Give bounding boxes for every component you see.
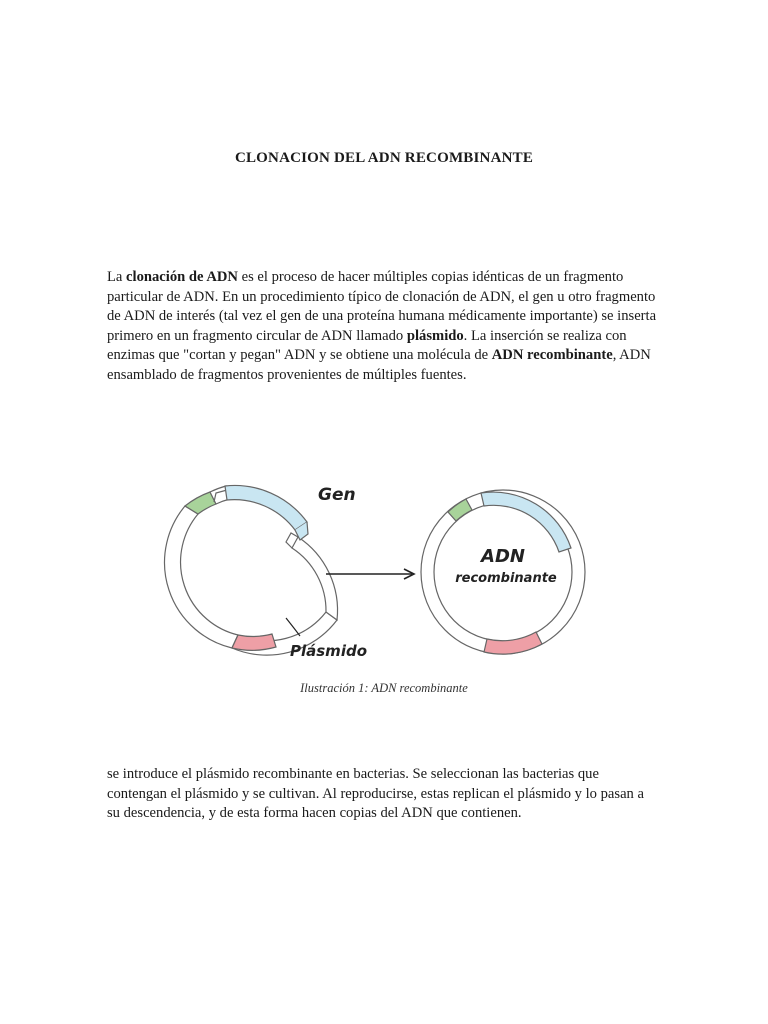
gene-fragment bbox=[225, 485, 307, 530]
text-run: . La inserción se realiza con enzimas que "cortan y pegan" ADN y se obtiene una molécula de bbox=[107, 327, 627, 364]
plasmid-ring-left bbox=[165, 506, 238, 648]
plasmid-label: Plásmido bbox=[290, 642, 367, 660]
arrow-icon bbox=[326, 569, 414, 579]
gen-label: Gen bbox=[318, 485, 356, 505]
plasmid-pointer bbox=[286, 618, 300, 636]
intro-paragraph bbox=[107, 268, 657, 386]
recombinant-gene-segment bbox=[481, 492, 571, 552]
text-run: , ADN ensamblado de fragmentos provenientes de múltiples fuentes. bbox=[107, 347, 651, 383]
recombinant-pink-segment bbox=[484, 632, 542, 654]
plasmid-ring-right bbox=[292, 537, 338, 620]
bold-term: plásmido bbox=[406, 327, 464, 344]
bold-term: ADN recombinante bbox=[491, 347, 613, 364]
result-label-line2: recombinante bbox=[455, 571, 557, 586]
result-label-line1: ADN bbox=[481, 546, 525, 567]
cloning-illustration bbox=[150, 462, 610, 672]
text-run: es el proceso de hacer múltiples copias idénticas de un fragmento particular de ADN. En un procedimiento típico de clonación de ADN, el gen u otro fragmento de ADN de interés (tal vez el gen de una proteína humana médicamente importante) se inserta primero en un fragmento circular de ADN llamado bbox=[107, 269, 657, 344]
recombinant-plasmid bbox=[421, 490, 585, 654]
conclusion-paragraph: se introduce el plásmido recombinante en bacterias. Se seleccionan las bacterias que contengan el plásmido y se cultivan. Al reproducirse, estas replican el plásmido y lo pasan a su descendencia, y de esta forma hacen copias del ADN que contienen. bbox=[107, 766, 644, 822]
pink-segment bbox=[232, 634, 276, 650]
figure-caption: Ilustración 1: ADN recombinante bbox=[300, 681, 468, 695]
recombinant-green-segment bbox=[448, 499, 472, 521]
text-run: La bbox=[107, 269, 127, 285]
bold-term: clonación de ADN bbox=[126, 269, 238, 285]
open-plasmid bbox=[165, 486, 338, 655]
page-title: CLONACION DEL ADN RECOMBINANTE bbox=[234, 150, 534, 166]
